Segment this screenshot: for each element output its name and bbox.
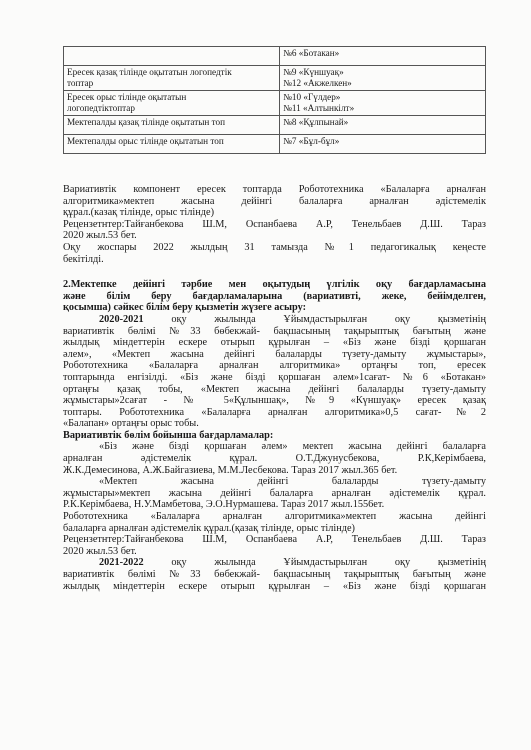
table-row [64, 135, 486, 154]
text-line: Вариативтік компонент ересек топтарда Робототехника «Балаларға арналған [63, 184, 486, 195]
group-names-cell [280, 47, 486, 66]
school-year: 2021-2022 [99, 557, 144, 569]
group-name: №7 «Бұл-бұл» [283, 136, 340, 146]
group-name: №6 «Ботакан» [283, 48, 340, 58]
group-type-line: Мектепалды қазақ тілінде оқытатын топ [67, 117, 226, 127]
table-row [64, 91, 486, 116]
group-name: №10 «Гүлдер» [283, 92, 341, 102]
group-name: №8 «Құлпынай» [283, 117, 349, 127]
text-line: Оқу жоспары 2022 жылдың 31 тамызда №1 педагогикалық кеңесте [63, 241, 486, 253]
text-line: топтарында енгізілді. «Біз және біздi қоршаған әлем»1сағат- №6 «Ботакан» [63, 371, 486, 383]
groups-table [63, 46, 486, 154]
text-line: Рецензетнтер:Тайғанбекова Ш.М, Оспанбаева А.Р, Тенельбаев Д.Ш. Тараз [63, 534, 486, 546]
document-body [63, 184, 486, 592]
text-line: «Балапан» ортаңғы орыс тобы. [63, 418, 199, 430]
text-line: жылдық міндеттерін ескере отырып құрылған – «Біз және біздi қоршаган [63, 580, 486, 592]
paragraph-2020-2021 [63, 314, 486, 430]
group-name: №12 «Акжелкен» [283, 78, 352, 88]
table-row [64, 66, 486, 91]
group-type-cell [64, 116, 280, 135]
text-line: топтары. Робототехника «Балаларға арналған алгоритмика»0,5 сағат-№2 [63, 406, 486, 418]
text-line: «Біз және біздi қоршаған әлем» мектеп жасына дейінгі балаларға [99, 441, 486, 453]
table-row [64, 47, 486, 66]
group-name: №9 «Күншуақ» [283, 67, 344, 77]
group-type-line: Ересек орыс тілінде оқытатын [67, 92, 187, 102]
text-line: Ж.К.Демесинова, А.Ж.Байгазиева, М.М.Лесбекова. Тараз 2017 жыл.365 бет. [63, 464, 398, 476]
section-heading-2 [63, 279, 486, 314]
text-line: вариативтік бөлімі №33 бөбекжай- бақшасының тақырыптық бағытың және [63, 569, 486, 580]
group-type-cell [64, 91, 280, 116]
text-line: құрал.(казақ тілінде, орыс тілінде) [63, 207, 215, 219]
group-names-cell [280, 91, 486, 116]
group-name: №11 «Алтынкілт» [283, 103, 355, 113]
text-line: Р.К.Керімбаева, Н.У.Мамбетова, Э.О.Нурмашева. Тараз 2017 жыл.1556ет. [63, 499, 385, 511]
text-line: 2021-2022 оқу жылында Ұйымдастырылған оқу қызметінің [99, 557, 486, 569]
group-names-cell [280, 135, 486, 154]
paragraph-programs [63, 441, 486, 557]
school-year: 2020-2021 [99, 313, 144, 325]
group-type-line: Мектепалды орыс тілінде оқытатын топ [67, 136, 224, 146]
text-line: жұмыстары»мектеп жасына дейінгі балаларға арналған әдістемелік құрал. [63, 487, 486, 499]
text-line: жылдық міндеттерін ескере отырып құрылған – «Біз және біздi қоршаган [63, 337, 486, 349]
table-row [64, 116, 486, 135]
group-type-line: логопедтіктоптар [67, 103, 135, 113]
text-line: 2020-2021 оқу жылында Ұйымдастырылған оқу қызметінің [99, 313, 486, 325]
group-type-line: Ересек қазақ тілінде оқытатын логопедтік [67, 67, 232, 77]
text-line: балаларға арналған әдістемелік құрал.(қазақ тілінде, орыс тілінде) [63, 522, 355, 534]
text-line: 2.Мектепке дейінгі тәрбие мен оқытудың үлгілік оқу бағдарламасына [63, 279, 486, 291]
group-names-cell [280, 66, 486, 91]
group-type-line: топтар [67, 78, 94, 88]
paragraph-variative-component [63, 184, 486, 265]
text-line: арналған әдістемелік құрал. О.Т.Джунусбекова, Р.К,Керімбаева, [63, 453, 486, 465]
text-line: 2020 жыл.53 бет. [63, 545, 137, 557]
text-line: вариативтік бөлімі №33 бөбекжай- бақшасының тақырыптық бағытың және [63, 325, 486, 337]
text-line: және білім беру бағдарламаларына (вариативті, жеке, бейімделген, [63, 290, 486, 302]
text-line: әлем», «Мектеп жасына дейінгі балаларды түзету-дамыту жұмыстары», [63, 348, 486, 360]
group-names-cell [280, 116, 486, 135]
text-line: ортаңғы қазақ тобы, «Мектеп жасына дейінгі балаларды түзету-дамыту [63, 383, 486, 395]
group-type-cell [64, 47, 280, 66]
group-type-cell [64, 135, 280, 154]
text-line: алгоритмика»мектеп жасына дейінгі балаларға арналған әдістемелік [63, 195, 486, 207]
programs-heading: Вариативтік бөлім бойынша бағдарламалар: [63, 429, 274, 441]
text-line: 2020 жыл.53 бет. [63, 230, 137, 242]
text-line: «Мектеп жасына дейінгі балаларды түзету-дамыту [99, 476, 486, 488]
paragraph-2021-2022 [63, 557, 486, 592]
text-line: Робототехника «Балаларға арналған алгоритмика»мектеп жасына дейінгі [63, 511, 486, 523]
text-line: қосымша) сәйкес білім беру қызметін жүзеге асыру: [63, 302, 307, 314]
group-type-cell [64, 66, 280, 91]
text-line: Рецензетнтер:Тайғанбекова Ш.М, Оспанбаева А.Р, Тенельбаев Д.Ш. Тараз [63, 218, 486, 230]
text-line: Робототехника «Балаларға арналған алгоритмика» ортаңғы топ, ересек [63, 360, 486, 372]
text-line: жұмыстары»2сағат - № 5«Құлыншақ», №9 «Күншуақ» ересек қазақ [63, 395, 486, 407]
text-line: бекітілді. [63, 253, 104, 265]
